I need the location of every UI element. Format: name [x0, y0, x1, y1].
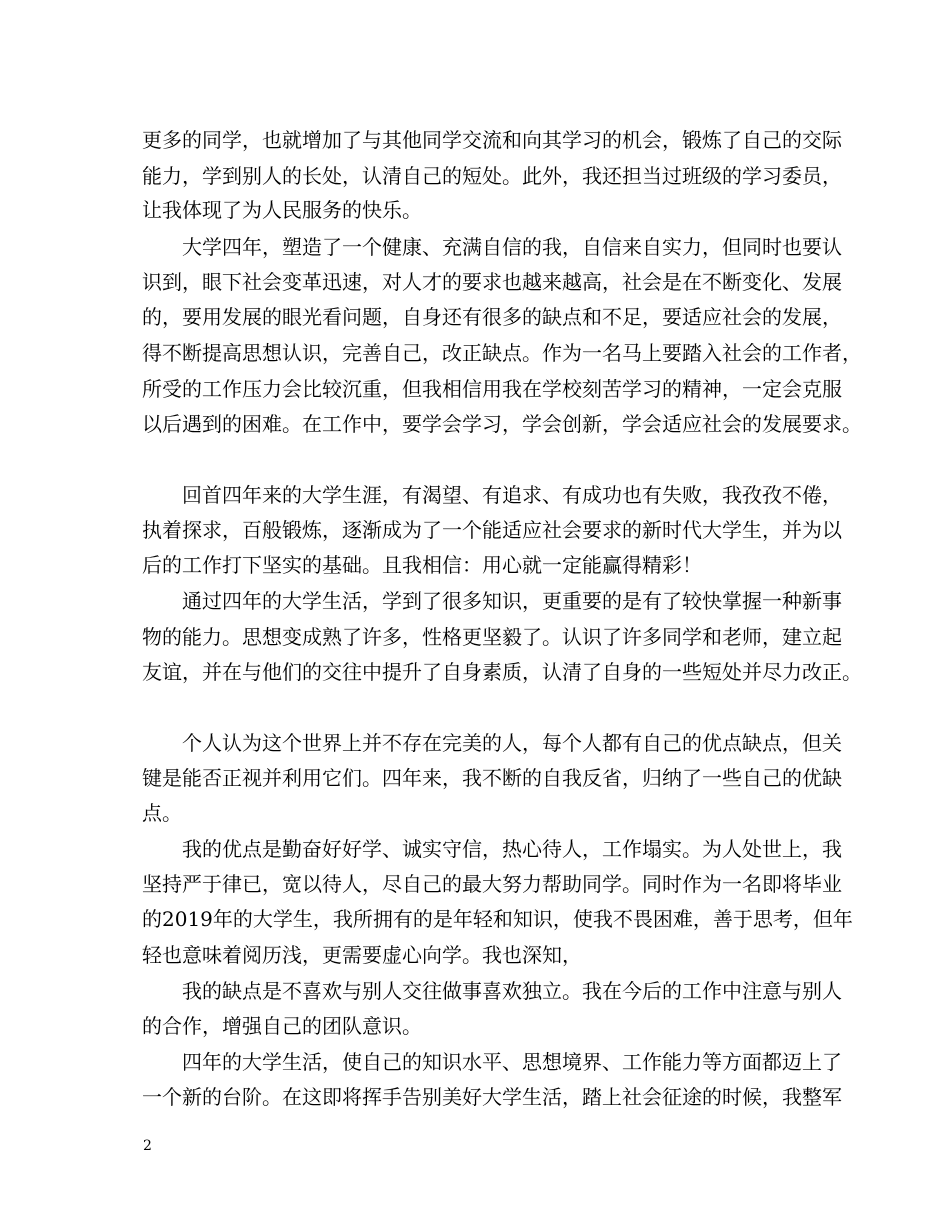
text-line: 的2019年的大学生，我所拥有的是年轻和知识，使我不畏困难，善于思考，但年: [142, 907, 853, 931]
text-line: 的，要用发展的眼光看问题，自身还有很多的缺点和不足，要适应社会的发展，: [142, 305, 842, 329]
text-line: 坚持严于律已，宽以待人，尽自己的最大努力帮助同学。同时作为一名即将毕业: [142, 872, 842, 896]
text-line: 四年的大学生活，使自己的知识水平、思想境界、工作能力等方面都迈上了: [182, 1050, 842, 1074]
text-line: 更多的同学，也就增加了与其他同学交流和向其学习的机会，锻炼了自己的交际: [142, 128, 842, 152]
text-line: 让我体现了为人民服务的快乐。: [142, 198, 422, 222]
text-line: 物的能力。思想变成熟了许多，性格更坚毅了。认识了许多同学和老师，建立起: [142, 625, 842, 649]
text-line: 的合作，增强自己的团队意识。: [142, 1014, 422, 1038]
text-line: 能力，学到别人的长处，认清自己的短处。此外，我还担当过班级的学习委员，: [142, 164, 842, 188]
text-line: 我的缺点是不喜欢与别人交往做事喜欢独立。我在今后的工作中注意与别人: [182, 979, 842, 1003]
text-line: 个人认为这个世界上并不存在完美的人，每个人都有自己的优点缺点，但关: [182, 731, 842, 755]
text-line: 通过四年的大学生活，学到了很多知识，更重要的是有了较快掌握一种新事: [182, 589, 842, 613]
text-line: 回首四年来的大学生涯，有渴望、有追求、有成功也有失败，我孜孜不倦，: [182, 483, 842, 507]
text-line: 后的工作打下坚实的基础。且我相信：用心就一定能赢得精彩！: [142, 553, 702, 577]
text-line: 点。: [142, 801, 182, 825]
text-line: 我的优点是勤奋好好学、诚实守信，热心待人，工作塌实。为人处世上，我: [182, 837, 842, 861]
text-line: 所受的工作压力会比较沉重，但我相信用我在学校刻苦学习的精神，一定会克服: [142, 377, 842, 401]
text-line: 一个新的台阶。在这即将挥手告别美好大学生活，踏上社会征途的时候，我整军: [142, 1085, 842, 1109]
page-number: 2: [143, 1138, 152, 1154]
text-line: 识到，眼下社会变革迅速，对人才的要求也越来越高，社会是在不断变化、发展: [142, 270, 842, 294]
text-line: 得不断提高思想认识，完善自己，改正缺点。作为一名马上要踏入社会的工作者，: [142, 341, 862, 365]
text-line: 执着探求，百般锻炼，逐渐成为了一个能适应社会要求的新时代大学生，并为以: [142, 518, 842, 542]
text-line: 以后遇到的困难。在工作中，要学会学习，学会创新，学会适应社会的发展要求。: [142, 412, 862, 436]
text-line: 键是能否正视并利用它们。四年来，我不断的自我反省，归纳了一些自己的优缺: [142, 766, 842, 790]
text-line: 轻也意味着阅历浅，更需要虚心向学。我也深知，: [142, 943, 582, 967]
text-line: 大学四年，塑造了一个健康、充满自信的我，自信来自实力，但同时也要认: [182, 235, 842, 259]
text-line: 友谊，并在与他们的交往中提升了自身素质，认清了自身的一些短处并尽力改正。: [142, 660, 862, 684]
